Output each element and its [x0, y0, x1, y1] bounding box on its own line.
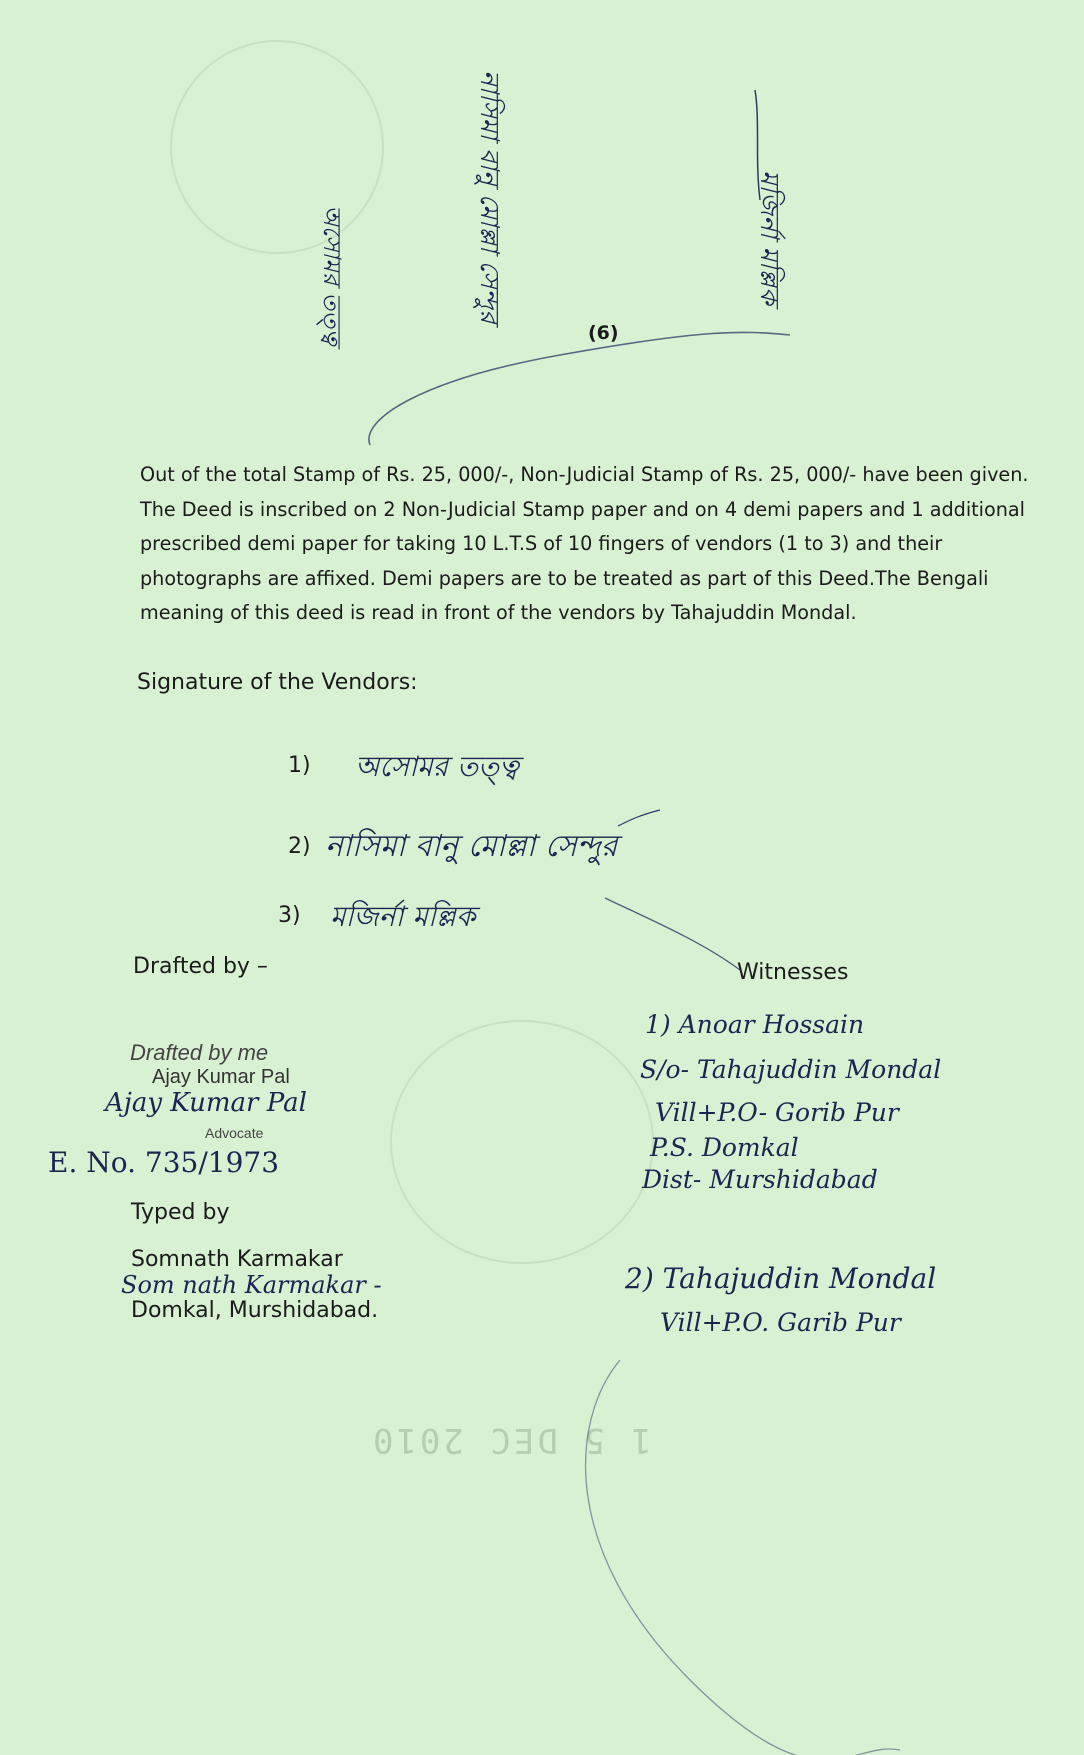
drafter-stamp-name: Ajay Kumar Pal: [152, 1066, 290, 1088]
typist-name: Somnath Karmakar: [131, 1247, 343, 1272]
witness-1-line-2: S/o- Tahajuddin Mondal: [640, 1055, 942, 1084]
page-number: (6): [588, 322, 619, 344]
vendor-2-number: 2): [288, 834, 311, 859]
witness-1-line-4: P.S. Domkal: [650, 1133, 799, 1162]
witness-2-line-1: 2) Tahajuddin Mondal: [625, 1262, 937, 1295]
typist-place: Domkal, Murshidabad.: [131, 1298, 379, 1323]
vendor-1-signature: অসোমর তত্ত্ব: [355, 750, 519, 783]
vendor-3-signature: মজির্না মল্লিক: [330, 900, 476, 933]
drafter-signature: Ajay Kumar Pal: [105, 1088, 307, 1118]
drafted-heading: Drafted by –: [133, 954, 268, 979]
vendor-2-signature: নাসিমা বানু মোল্লা সেন্দুর: [325, 829, 618, 864]
vendor-1-number: 1): [288, 753, 311, 778]
top-signature-vendor-1: অসোমর তত্ত্ব: [318, 205, 346, 346]
drafted-by-me-label: Drafted by me: [130, 1040, 269, 1065]
witness-1-line-5: Dist- Murshidabad: [642, 1165, 878, 1194]
witness-1-line-1: 1) Anoar Hossain: [645, 1010, 865, 1039]
vendors-heading: Signature of the Vendors:: [137, 670, 418, 695]
top-signature-vendor-3: মজির্না মল্লিক: [754, 170, 784, 306]
drafter-stamp-title: Advocate: [205, 1125, 264, 1141]
witnesses-heading: Witnesses: [737, 960, 849, 985]
faint-date-stamp: 1 5 DEC 2010: [370, 1420, 652, 1460]
witness-2-line-2: Vill+P.O. Garib Pur: [660, 1308, 901, 1337]
typed-heading: Typed by: [131, 1200, 230, 1225]
typist-signature: Som nath Karmakar -: [121, 1271, 382, 1299]
top-signature-vendor-2: নাসিমা বানু মোল্লা সেন্দুর: [474, 70, 504, 324]
deed-stamp-paragraph: Out of the total Stamp of Rs. 25, 000/-, Non-Judicial Stamp of Rs. 25, 000/- have been given. The Deed is inscribed on 2 Non-Judicial Stamp paper and on 4 demi papers and 1 additional prescribed demi paper for taking 10 L.T.S of 10 fingers of vendors (1 to 3) and their photographs are affixed. Demi papers are to be treated as part of this Deed.The Bengali meaning of this deed is read in front of the vendors by Tahajuddin Mondal.: [140, 463, 1029, 624]
witness-1-line-3: Vill+P.O- Gorib Pur: [655, 1098, 899, 1127]
vendor-3-number: 3): [278, 903, 301, 928]
typist-block: [121, 1246, 392, 1324]
drafter-enrolment-number: E. No. 735/1973: [48, 1146, 280, 1179]
